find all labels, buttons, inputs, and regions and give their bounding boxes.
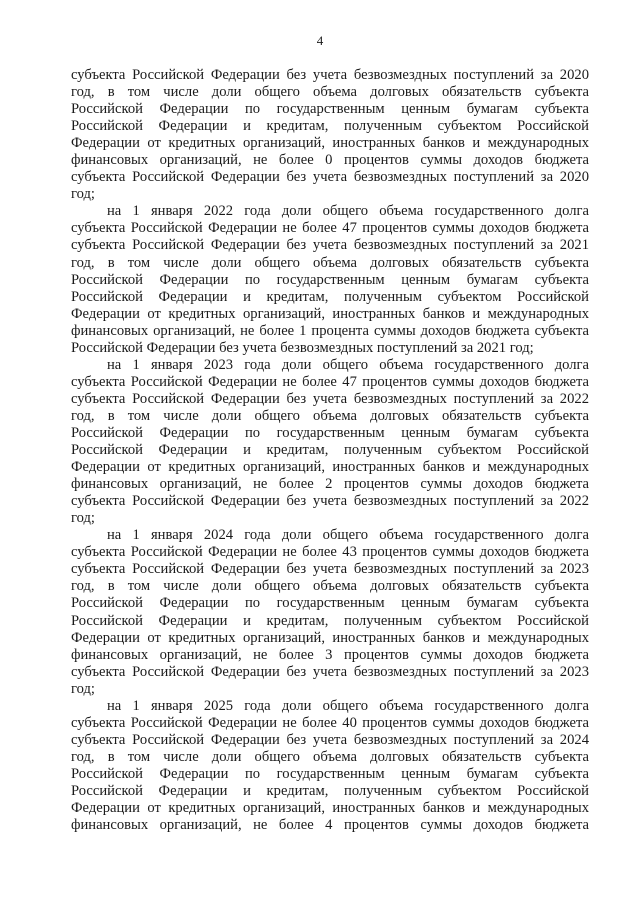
- text-line: год, в том числе доли общего объема долговых обязательств субъекта: [71, 254, 589, 271]
- text-line: Федерации от кредитных организаций, иностранных банков и международных: [71, 135, 589, 152]
- text-line: субъекта Российской Федерации без учета безвозмездных поступлений за 2020: [71, 169, 589, 186]
- text-line: Российской Федерации и кредитам, полученным субъектом Российской: [71, 442, 589, 459]
- text-line: год;: [71, 680, 95, 697]
- text-line: Российской Федерации по государственным ценным бумагам субъекта: [71, 271, 589, 288]
- text-line: субъекта Российской Федерации без учета безвозмездных поступлений за 2022: [71, 493, 589, 510]
- text-line: финансовых организаций, не более 0 процентов суммы доходов бюджета: [71, 152, 589, 169]
- paragraph: [71, 203, 589, 356]
- text-line: финансовых организаций, не более 4 процентов суммы доходов бюджета: [71, 817, 589, 834]
- text-line: Российской Федерации и кредитам, полученным субъектом Российской: [71, 288, 589, 305]
- text-line: субъекта Российской Федерации без учета безвозмездных поступлений за 2023: [71, 561, 589, 578]
- text-line: Российской Федерации и кредитам, полученным субъектом Российской: [71, 118, 589, 135]
- text-line: на 1 января 2023 года доли общего объема государственного долга: [107, 356, 589, 373]
- text-line: Федерации от кредитных организаций, иностранных банков и международных: [71, 459, 589, 476]
- text-line: год;: [71, 186, 95, 203]
- text-line: субъекта Российской Федерации без учета безвозмездных поступлений за 2022: [71, 390, 589, 407]
- text-line: Российской Федерации и кредитам, полученным субъектом Российской: [71, 612, 589, 629]
- text-line: субъекта Российской Федерации не более 47 процентов суммы доходов бюджета: [71, 373, 589, 390]
- text-line: год, в том числе доли общего объема долговых обязательств субъекта: [71, 84, 589, 101]
- text-line: Федерации от кредитных организаций, иностранных банков и международных: [71, 629, 589, 646]
- text-line: год, в том числе доли общего объема долговых обязательств субъекта: [71, 578, 589, 595]
- text-line: Российской Федерации по государственным ценным бумагам субъекта: [71, 765, 589, 782]
- text-line: Российской Федерации без учета безвозмездных поступлений за 2021 год;: [71, 339, 534, 356]
- paragraph: [71, 357, 589, 527]
- text-line: финансовых организаций, не более 2 процентов суммы доходов бюджета: [71, 476, 589, 493]
- text-line: год;: [71, 510, 95, 527]
- text-line: на 1 января 2025 года доли общего объема государственного долга: [107, 697, 589, 714]
- text-line: финансовых организаций, не более 1 процента суммы доходов бюджета субъекта: [71, 322, 589, 339]
- text-line: Российской Федерации и кредитам, полученным субъектом Российской: [71, 782, 589, 799]
- text-line: на 1 января 2022 года доли общего объема государственного долга: [107, 203, 589, 220]
- text-line: финансовых организаций, не более 3 процентов суммы доходов бюджета: [71, 646, 589, 663]
- text-line: Российской Федерации по государственным ценным бумагам субъекта: [71, 101, 589, 118]
- text-line: Федерации от кредитных организаций, иностранных банков и международных: [71, 800, 589, 817]
- text-line: субъекта Российской Федерации не более 43 процентов суммы доходов бюджета: [71, 544, 589, 561]
- text-line: субъекта Российской Федерации не более 40 процентов суммы доходов бюджета: [71, 714, 589, 731]
- text-line: год, в том числе доли общего объема долговых обязательств субъекта: [71, 407, 589, 424]
- paragraph: [71, 67, 589, 203]
- text-line: субъекта Российской Федерации не более 47 процентов суммы доходов бюджета: [71, 220, 589, 237]
- page-number: 4: [316, 33, 324, 48]
- document-body: [71, 67, 589, 834]
- text-line: Федерации от кредитных организаций, иностранных банков и международных: [71, 305, 589, 322]
- text-line: субъекта Российской Федерации без учета безвозмездных поступлений за 2023: [71, 663, 589, 680]
- paragraph: [71, 698, 589, 834]
- text-line: на 1 января 2024 года доли общего объема государственного долга: [107, 527, 589, 544]
- text-line: год, в том числе доли общего объема долговых обязательств субъекта: [71, 748, 589, 765]
- text-line: Российской Федерации по государственным ценным бумагам субъекта: [71, 595, 589, 612]
- text-line: Российской Федерации по государственным ценным бумагам субъекта: [71, 424, 589, 441]
- text-line: субъекта Российской Федерации без учета безвозмездных поступлений за 2020: [71, 67, 589, 83]
- paragraph: [71, 527, 589, 697]
- text-line: субъекта Российской Федерации без учета безвозмездных поступлений за 2021: [71, 237, 589, 254]
- text-line: субъекта Российской Федерации без учета безвозмездных поступлений за 2024: [71, 731, 589, 748]
